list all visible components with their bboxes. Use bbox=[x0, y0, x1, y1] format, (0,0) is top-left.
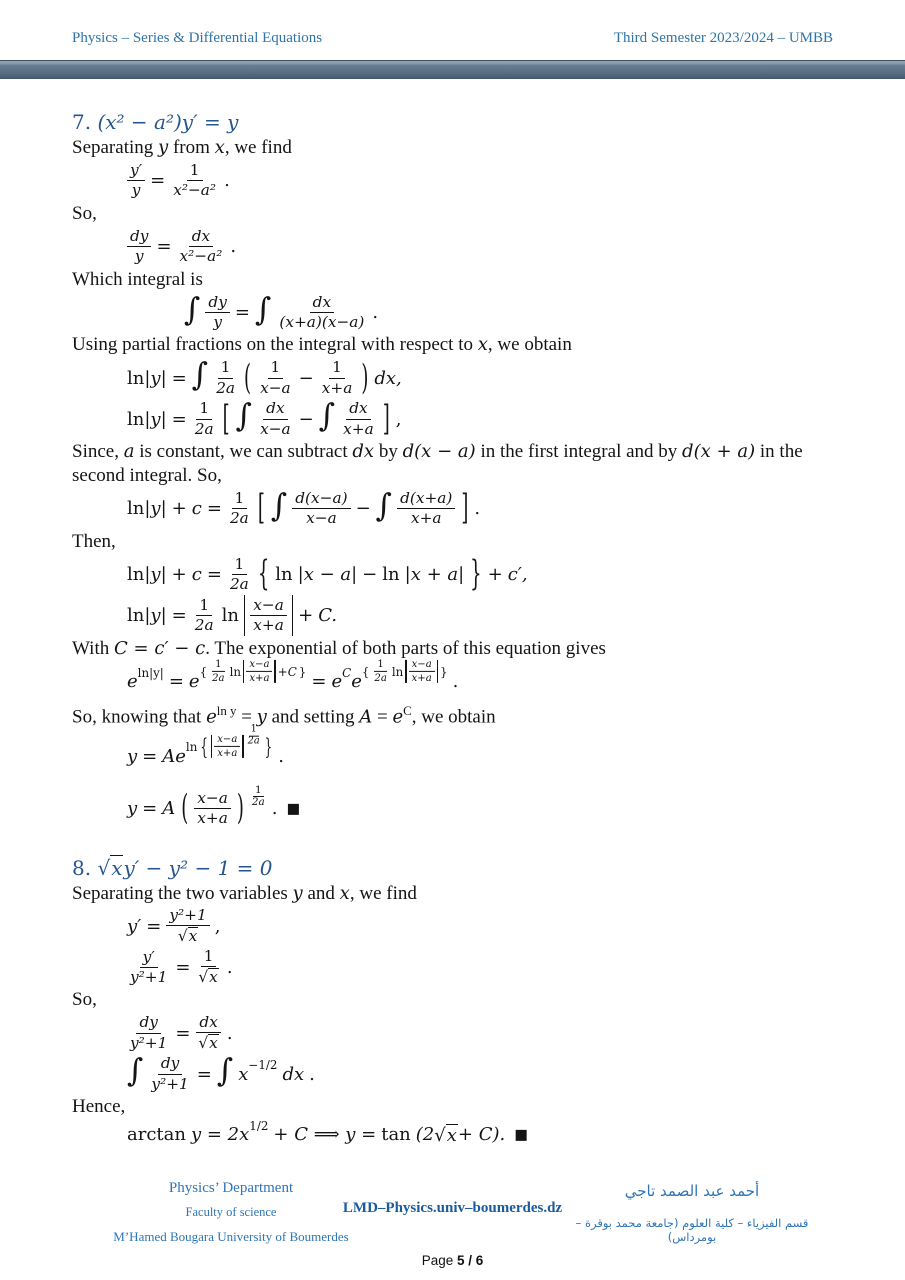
text-line-so-1: So, bbox=[72, 202, 97, 224]
abs-bar bbox=[292, 595, 293, 636]
footer-department-arabic: قسم الفيزياء – كلية العلوم (جامعة محمد بوقرة – بومرداس) bbox=[575, 1216, 809, 1244]
integral-sign: ∫ bbox=[216, 1053, 234, 1090]
p7-equation-1: $\frac{y'}{y}$ = $\frac{1}{\text{x²−a²}}$ . bbox=[127, 161, 837, 201]
sqrt-expression: √ x bbox=[97, 855, 123, 880]
problem-7-equation: (x² − a²)y′ = y bbox=[97, 110, 239, 134]
p7-equation-2: $\frac{dy}{y}$ = $\frac{dx}{\text{x²−a²}}$ . bbox=[127, 227, 837, 267]
integral-sign: ∫ bbox=[191, 357, 209, 394]
p8-equation-4: ∫ $\frac{dy}{\text{y²+1}}$ = ∫ x −1/2 dx . bbox=[127, 1053, 315, 1093]
text-line-hence: Hence, bbox=[72, 1096, 126, 1118]
integral-sign: ∫ bbox=[375, 487, 393, 524]
integral-sign: ∫ bbox=[235, 398, 253, 435]
qed-square: ■ bbox=[286, 800, 301, 817]
text-line-using: Using partial fractions on the integral with respect to x, we obtain bbox=[72, 334, 572, 356]
abs-bar bbox=[244, 595, 245, 636]
integral-sign: ∫ bbox=[184, 291, 201, 328]
footer-website: LMD–Physics.univ–boumerdes.dz bbox=[342, 1200, 563, 1216]
integral-sign: ∫ bbox=[254, 291, 272, 328]
p7-equation-7: ln |y| + c = $\frac{1}{2a}$ { ln |x − a| − ln |x + a| } + c′, bbox=[127, 554, 528, 595]
p8-equation-5: arctan y = 2x 1/2 + C ⟹ y = tan (2 √ x + C). ■ bbox=[127, 1118, 528, 1146]
page-header bbox=[72, 30, 833, 47]
p8-equation-2: $\frac{y'}{\text{y²+1}}$ = 1 √ x . bbox=[130, 947, 233, 987]
integral-sign: ∫ bbox=[318, 398, 336, 435]
footer-faculty: Faculty of science bbox=[185, 1205, 277, 1219]
header-right-title: Third Semester 2023/2024 – UMBB bbox=[613, 30, 833, 46]
problem-7-number: 7. bbox=[72, 110, 92, 134]
p7-equation-3: ∫ $\frac{dy}{y}$ = ∫ dx (x+a)(x−a) . bbox=[184, 291, 379, 331]
page-number: Page 5 / 6 bbox=[421, 1253, 484, 1268]
text-line-since: Since, a is constant, we can subtract dx by d(x − a) in the first integral and by d(x + a) in the second integral. So, bbox=[72, 441, 803, 486]
footer-left-block bbox=[96, 1180, 366, 1245]
p7-equation-9: e ln|y| = e { 1 2a ln x−a x+a +C } = e C e { 1 2a ln x−a x+a } . bbox=[127, 658, 459, 692]
footer-author-arabic: أحمد عبد الصمد تاجي bbox=[624, 1182, 760, 1200]
p7-equation-4: ln |y| = ∫ 1 2a ( 1 x−a − $\frac{1}{x+a}$ ) dx, bbox=[127, 357, 402, 398]
p8-equation-1: y′ = y²+1 √ x , bbox=[127, 906, 221, 946]
text-line-knowing: So, knowing that $e^{ln y} = y$ and setting $A = e^C$, we obtain bbox=[72, 702, 496, 727]
p7-equation-10: y = Ae ln { x−a x+a 1 2a } . bbox=[127, 724, 284, 768]
problem-8-number: 8. bbox=[72, 855, 92, 880]
text-line-so-2: So, bbox=[72, 989, 97, 1011]
text-line-separating-8: Separating the two variables y and x, we find bbox=[72, 882, 417, 904]
integral-sign: ∫ bbox=[270, 487, 288, 524]
p7-equation-8: ln |y| = $\frac{1}{2a}$ ln x−a x+a + C. bbox=[127, 595, 338, 634]
text-line-with: With C = c′ − c. The exponential of both parts of this equation gives bbox=[72, 637, 606, 659]
text-line-separating-7: Separating y from x, we find bbox=[72, 137, 292, 158]
problem-7-heading bbox=[72, 110, 837, 134]
footer-right-block bbox=[557, 1182, 827, 1244]
text-line-then: Then, bbox=[72, 530, 116, 552]
document-content bbox=[72, 104, 837, 1151]
header-left-title: Physics – Series & Differential Equations bbox=[72, 30, 323, 46]
p8-equation-3: $\frac{dy}{\text{y²+1}}$ = dx √ x . bbox=[130, 1012, 233, 1053]
text-line-which: Which integral is bbox=[72, 268, 203, 290]
header-divider-bar bbox=[0, 60, 905, 79]
footer-department: Physics’ Department bbox=[168, 1180, 294, 1196]
p7-equation-5: ln |y| = $\frac{1}{2a}$ [ ∫ dx x−a − ∫ dx x+a ] , bbox=[127, 398, 402, 439]
p7-equation-6: ln |y| + c = $\frac{1}{2a}$ [ ∫ d(x−a) x−a − ∫ d(x+a) x+a ] . bbox=[127, 487, 481, 529]
footer-university: M’Hamed Bougara University of Boumerdes bbox=[113, 1229, 349, 1244]
qed-square: ■ bbox=[514, 1126, 528, 1143]
problem-8-heading bbox=[72, 855, 837, 880]
p7-equation-11: y = A ( x−a x+a ) 1 2a . ■ bbox=[127, 783, 301, 829]
problem-8-equation: y′ − y² − 1 = 0 bbox=[123, 855, 273, 880]
integral-sign: ∫ bbox=[127, 1053, 144, 1090]
